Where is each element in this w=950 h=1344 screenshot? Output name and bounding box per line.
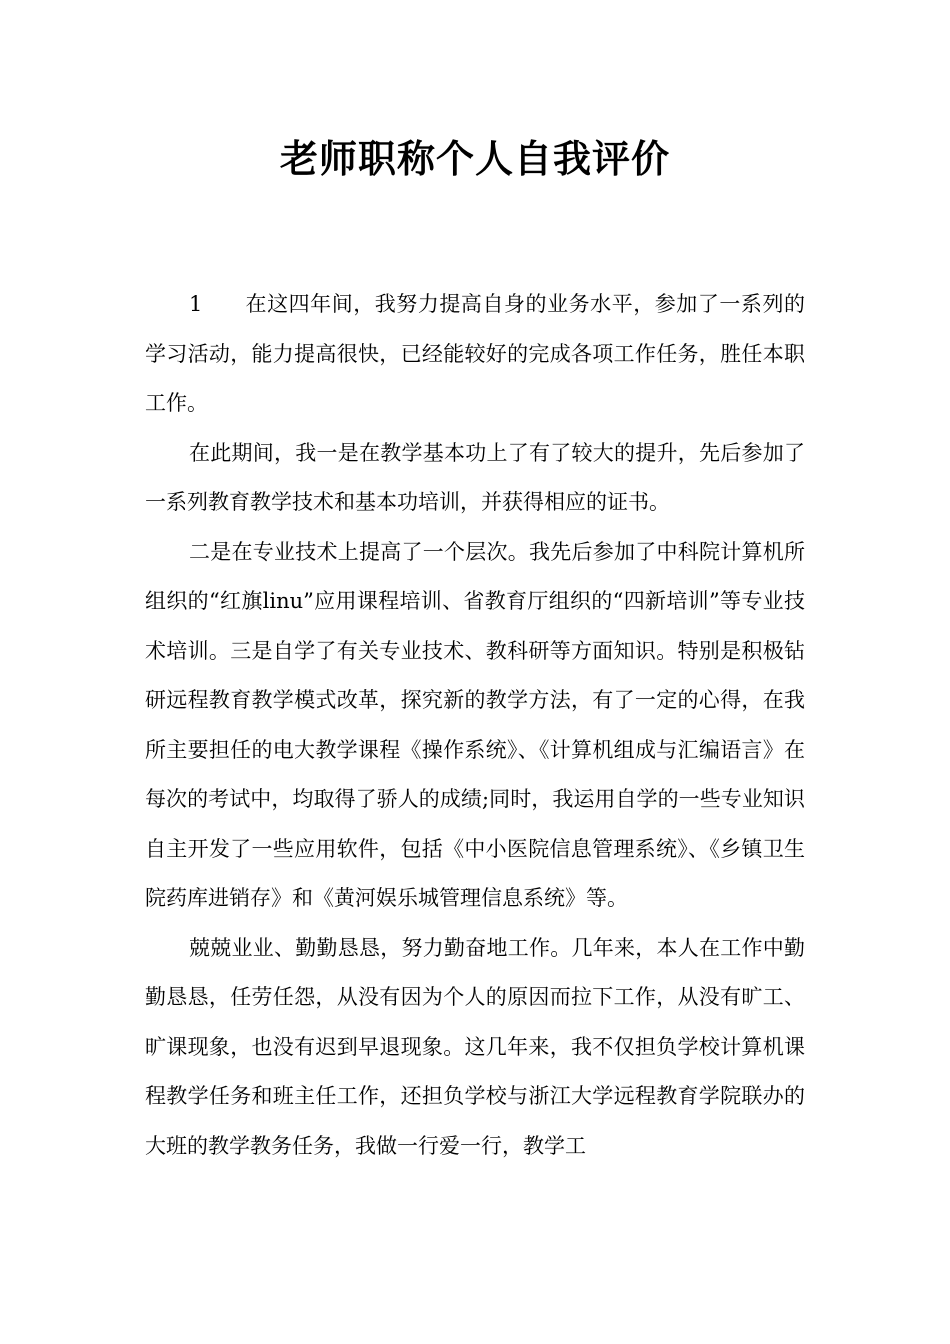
document-title: 老师职称个人自我评价 xyxy=(279,137,670,181)
paragraph-4: 兢兢业业、勤勤恳恳，努力勤奋地工作。几年来，本人在工作中勤勤恳恳，任劳任怨，从没有因为个人的原因而拉下工作，从没有旷工、旷课现象，也没有迟到早退现象。这几年来，我不仅担负学校计算机课程教学任务和班主任工作，还担负学校与浙江大学远程教育学院联办的大班的教学教务任务，我做一行爱一行，教学工 xyxy=(145,935,805,1158)
document-body xyxy=(145,280,805,1171)
paragraph-number: 1 xyxy=(189,292,203,316)
paragraph-1 xyxy=(145,280,805,429)
paragraph-3: 二是在专业技术上提高了一个层次。我先后参加了中科院计算机所组织的“红旗linu”应用课程培训、省教育厅组织的“四新培训”等专业技术培训。三是自学了有关专业技术、教科研等方面知识。特别是积极钻研远程教育教学模式改革，探究新的教学方法，有了一定的心得，在我所主要担任的电大教学课程《操作系统》、《计算机组成与汇编语言》在每次的考试中，均取得了骄人的成绩;同时，我运用自学的一些专业知识自主开发了一些应用软件，包括《中小医院信息管理系统》、《乡镇卫生院药库进销存》和《黄河娱乐城管理信息系统》等。 xyxy=(145,539,805,910)
paragraph-2: 在此期间，我一是在教学基本功上了有了较大的提升，先后参加了一系列教育教学技术和基本功培训，并获得相应的证书。 xyxy=(145,440,805,514)
paragraph-1-text: 在这四年间，我努力提高自身的业务水平，参加了一系列的学习活动，能力提高很快，已经能较好的完成各项工作任务，胜任本职工作。 xyxy=(145,292,805,415)
